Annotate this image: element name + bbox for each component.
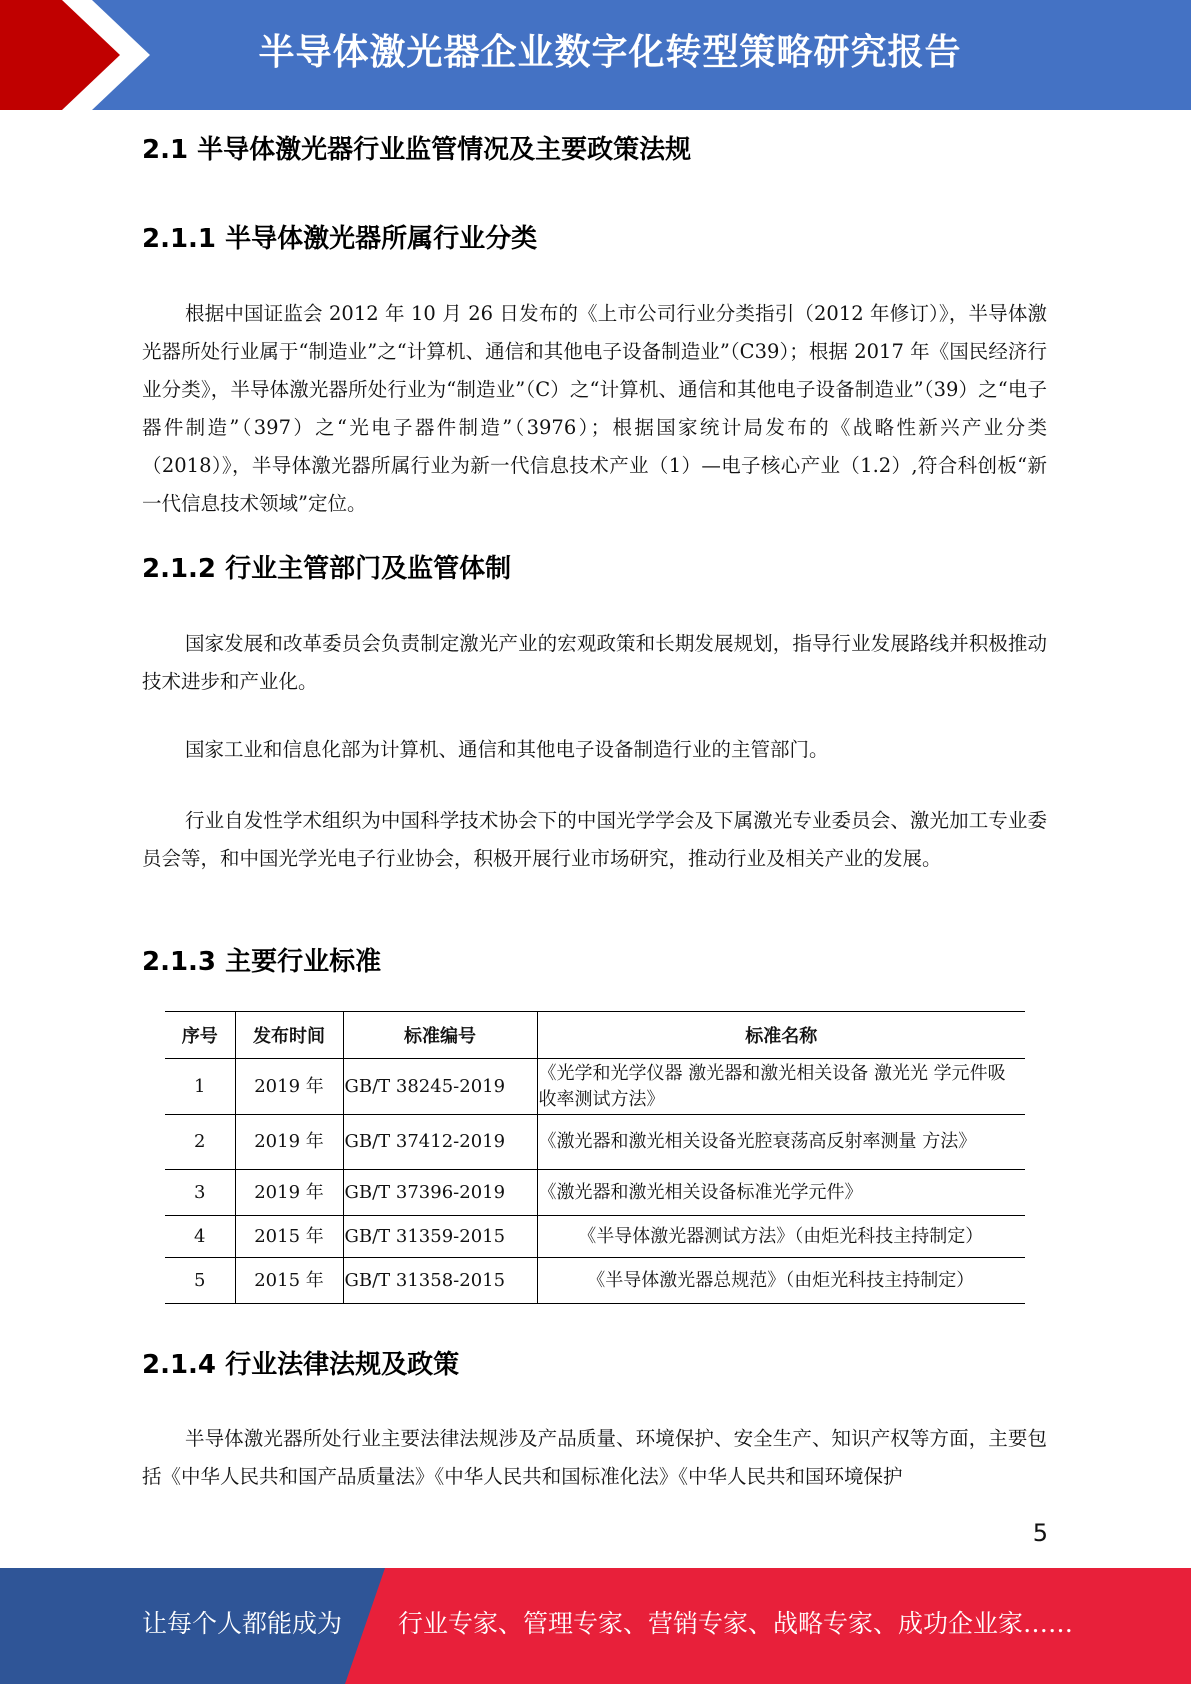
cell-year: 2019 年 (235, 1170, 343, 1216)
cell-year: 2019 年 (235, 1115, 343, 1170)
cell-name: 《半导体激光器总规范》（由炬光科技主持制定） (537, 1258, 1025, 1304)
table-row (165, 1216, 1025, 1258)
cell-name: 《激光器和激光相关设备标准光学元件》 (537, 1170, 1025, 1216)
cell-name: 《激光器和激光相关设备光腔衰荡高反射率测量 方法》 (537, 1115, 1025, 1170)
cell-code: GB/T 37396-2019 (343, 1170, 537, 1216)
page-number: 5 (1032, 1519, 1048, 1547)
section-heading-2-1-3: 2.1.3 主要行业标准 (142, 947, 382, 977)
section-heading-2-1: 2.1 半导体激光器行业监管情况及主要政策法规 (142, 135, 692, 165)
table-row (165, 1258, 1025, 1304)
report-title: 半导体激光器企业数字化转型策略研究报告 (258, 32, 962, 73)
cell-name: 《半导体激光器测试方法》（由炬光科技主持制定） (537, 1216, 1025, 1258)
section-heading-2-1-1: 2.1.1 半导体激光器所属行业分类 (142, 224, 538, 254)
col-header-no: 序号 (165, 1012, 235, 1059)
cell-code: GB/T 31359-2015 (343, 1216, 537, 1258)
paragraph-academic-orgs: 行业自发性学术组织为中国科学技术协会下的中国光学学会及下属激光专业委员会、激光加工专业委员会等，和中国光学光电子行业协会，积极开展行业市场研究，推动行业及相关产业的发展。 (142, 809, 1047, 870)
cell-no: 5 (165, 1258, 235, 1304)
cell-year: 2019 年 (235, 1059, 343, 1115)
section-heading-2-1-4: 2.1.4 行业法律法规及政策 (142, 1350, 460, 1380)
page-footer-banner (0, 1568, 1191, 1684)
table-header-row (165, 1012, 1025, 1059)
cell-code: GB/T 31358-2015 (343, 1258, 537, 1304)
cell-code: GB/T 37412-2019 (343, 1115, 537, 1170)
cell-year: 2015 年 (235, 1258, 343, 1304)
paragraph-ndrc: 国家发展和改革委员会负责制定激光产业的宏观政策和长期发展规划，指导行业发展路线并积极推动技术进步和产业化。 (142, 632, 1047, 693)
cell-no: 4 (165, 1216, 235, 1258)
page-header-banner (0, 0, 1191, 110)
table-row (165, 1170, 1025, 1216)
col-header-name: 标准名称 (537, 1012, 1025, 1059)
industry-standards-table (165, 1011, 1025, 1304)
table-row (165, 1115, 1025, 1170)
cell-year: 2015 年 (235, 1216, 343, 1258)
paragraph-miit: 国家工业和信息化部为计算机、通信和其他电子设备制造行业的主管部门。 (185, 738, 829, 761)
paragraph-laws-regulations: 半导体激光器所处行业主要法律法规涉及产品质量、环境保护、安全生产、知识产权等方面，主要包括《中华人民共和国产品质量法》《中华人民共和国标准化法》《中华人民共和国环境保护 (142, 1427, 1047, 1488)
cell-no: 2 (165, 1115, 235, 1170)
cell-no: 3 (165, 1170, 235, 1216)
paragraph-industry-classification: 根据中国证监会 2012 年 10 月 26 日发布的《上市公司行业分类指引（2012 年修订）》，半导体激光器所处行业属于“制造业”之“计算机、通信和其他电子设备制造业”（C39）；根据 2017 年《国民经济行业分类》，半导体激光器所处行业为“制造业”（C）之“计算机、通信和其他电子设备制造业”（39）之“电子器件制造”（397）之“光电子器件制造”（3976）；根据国家统计局发布的《战略性新兴产业分类（2018）》，半导体激光器所属行业为新一代信息技术产业（1）—电子核心产业（1.2）,符合科创板“新一代信息技术领域”定位。 (142, 302, 1047, 515)
footer-slogan-left: 让每个人都能成为 (142, 1609, 343, 1638)
cell-name: 《光学和光学仪器 激光器和激光相关设备 激光光 学元件吸收率测试方法》 (537, 1059, 1025, 1115)
cell-no: 1 (165, 1059, 235, 1115)
col-header-date: 发布时间 (235, 1012, 343, 1059)
table-row (165, 1059, 1025, 1115)
col-header-code: 标准编号 (343, 1012, 537, 1059)
cell-code: GB/T 38245-2019 (343, 1059, 537, 1115)
section-heading-2-1-2: 2.1.2 行业主管部门及监管体制 (142, 554, 512, 584)
footer-slogan-right: 行业专家、管理专家、营销专家、战略专家、成功企业家…… (398, 1609, 1074, 1638)
